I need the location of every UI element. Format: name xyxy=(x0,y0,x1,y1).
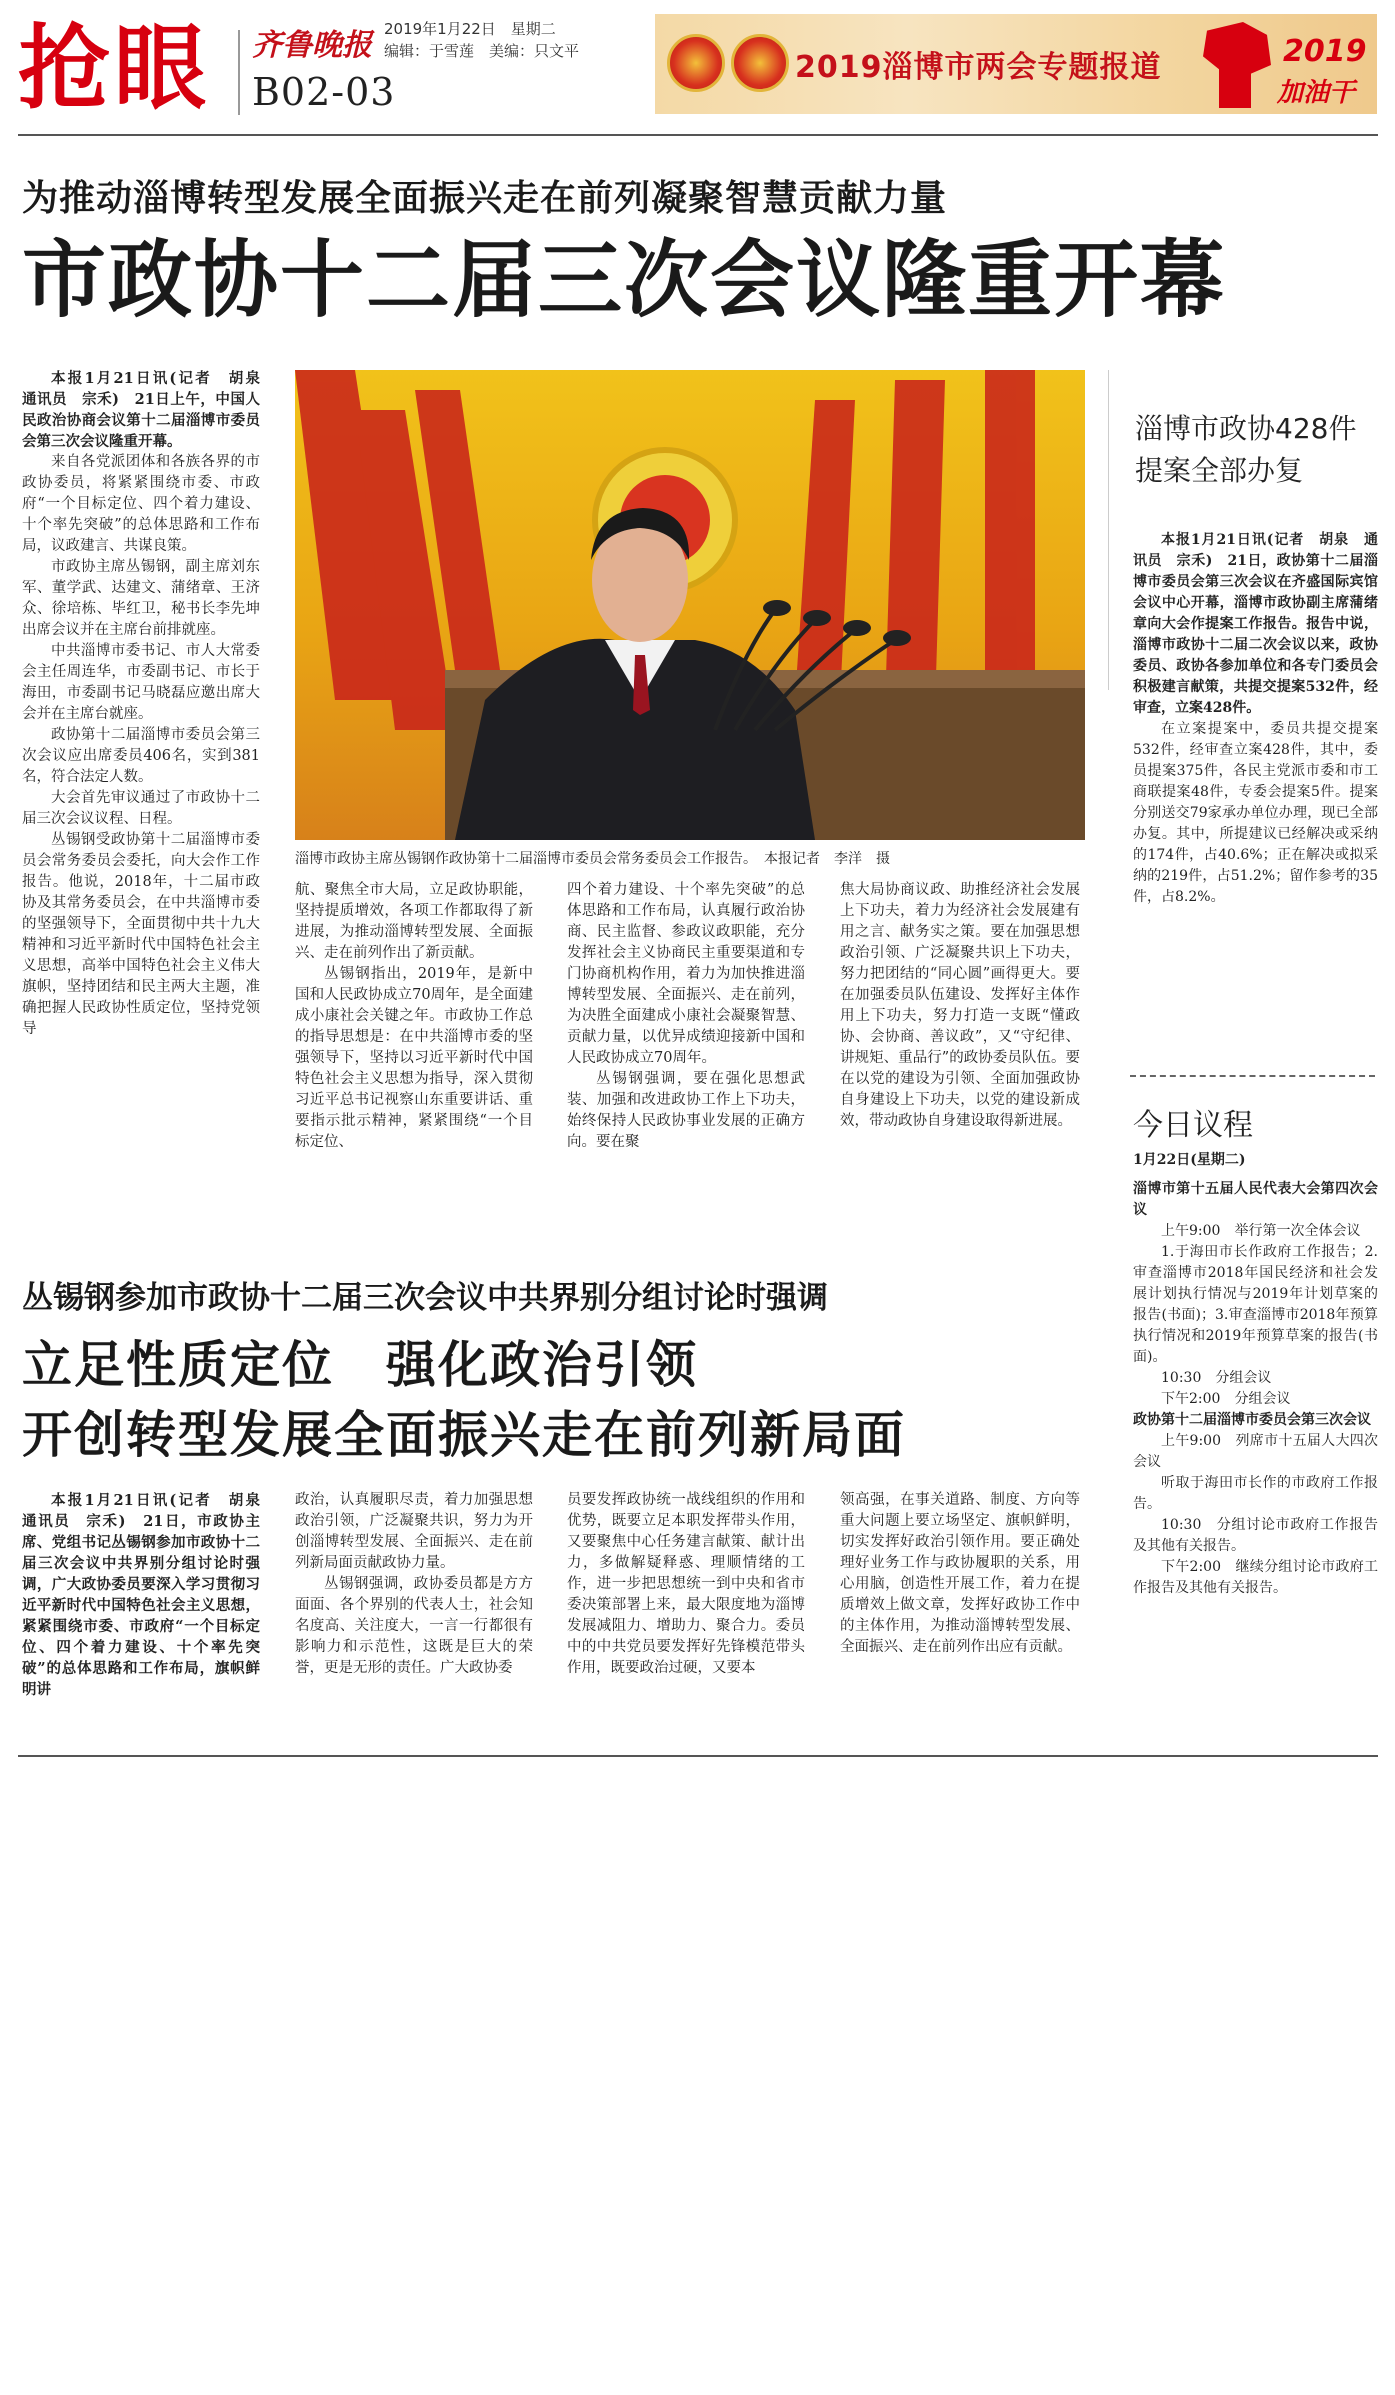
sidebar-paragraph: 在立案提案中，委员共提交提案532件，经审查立案428件，其中，委员提案375件，各民主党派市委和市工商联提案48件，专委会提案5件。提案分别送交79家承办单位办理，现已全部办复。其中，所提建议已经解决或采纳的174件，占40.6%；正在解决或拟采纳的219件，占51.2%；留作参考的35件，占8.2%。 xyxy=(1133,721,1378,905)
banner-title: 2019淄博市两会专题报道 xyxy=(795,50,1162,85)
lead-paragraph: 四个着力建设、十个率先突破”的总体思路和工作布局，认真履行政治协商、民主监督、参政议政职能，充分发挥社会主义协商民主重要渠道和专门协商机构作用，着力为加快推进淄博转型发展、全面振兴、走在前列，为决胜全面建成小康社会凝聚智慧、贡献力量，以优异成绩迎接新中国和人民政协成立70周年。 xyxy=(567,882,805,1066)
national-emblem-icon xyxy=(667,34,725,92)
raised-fist-icon xyxy=(1195,22,1275,108)
banner-slogan: 加油干 xyxy=(1277,78,1356,108)
cppcc-emblem-icon xyxy=(731,34,789,92)
page-code: B02-03 xyxy=(252,70,396,114)
footer-rule xyxy=(18,1755,1378,1757)
agenda-item: 上午9:00 举行第一次全体会议 xyxy=(1161,1223,1361,1239)
agenda-heading: 淄博市第十五届人民代表大会第四次会议 xyxy=(1133,1181,1378,1218)
sidebar-title-line: 淄博市政协428件 xyxy=(1135,412,1357,445)
agenda-item: 下午2:00 继续分组讨论市政府工作报告及其他有关报告。 xyxy=(1133,1559,1378,1596)
header-meta xyxy=(384,18,579,62)
lead-headline: 市政协十二届三次会议隆重开幕 xyxy=(22,231,1227,329)
lead-paragraph: 丛锡钢强调，要在强化思想武装、加强和改进政协工作上下功夫，始终保持人民政协事业发展的正确方向。要在聚 xyxy=(567,1071,805,1150)
second-headline-line: 立足性质定位 强化政治引领 xyxy=(22,1336,698,1394)
header-rule xyxy=(18,134,1378,136)
lead-paragraph: 焦大局协商议政、助推经济社会发展上下功夫，着力为经济社会发展建有用之言、献务实之策。要在加强思想政治引领、广泛凝聚共识上下功夫，努力把团结的“同心圆”画得更大。要在加强委员队伍建设、发挥好主体作用上下功夫，努力打造一支既“懂政协、会协商、善议政”，又“守纪律、讲规矩、重品行”的政协委员队伍。要在以党的建设为引领、全面加强政协自身建设上下功夫，以党的建设新成效，带动政协自身建设取得新进展。 xyxy=(840,882,1080,1129)
lead-column-2 xyxy=(295,880,533,1153)
agenda-item: 下午2:00 分组会议 xyxy=(1161,1391,1291,1407)
lead-column-4 xyxy=(840,880,1080,1132)
lead-paragraph: 航、聚焦全市大局，立足政协职能，坚持提质增效，各项工作都取得了新进展，为推动淄博转型发展、全面振兴、走在前列作出了新贡献。 xyxy=(295,882,533,961)
sidebar-divider xyxy=(1108,370,1109,690)
lead-paragraph: 市政协主席丛锡钢，副主席刘东军、董学武、达建文、蒲绪章、王济众、徐培栋、毕红卫，秘书长李先坤出席会议并在主席台前排就座。 xyxy=(22,559,260,638)
second-paragraph: 丛锡钢强调，政协委员都是方方面面、各个界别的代表人士，社会知名度高、关注度大，一言一行都很有影响力和示范性，这既是巨大的荣誉，更是无形的责任。广大政协委 xyxy=(295,1576,533,1676)
second-kicker: 丛锡钢参加市政协十二届三次会议中共界别分组讨论时强调 xyxy=(22,1280,828,1316)
agenda-item: 1.于海田市长作政府工作报告；2.审查淄博市2018年国民经济和社会发展计划执行情况与2019年计划草案的报告(书面)；3.审查淄博市2018年预算执行情况和2019年预算草案的报告(书面)。 xyxy=(1133,1244,1378,1365)
sidebar-title xyxy=(1135,408,1356,492)
second-paragraph: 员要发挥政协统一战线组织的作用和优势，既要立足本职发挥带头作用，又要聚焦中心任务建言献策、献计出力，多做解疑释惑、理顺情绪的工作，进一步把思想统一到中央和省市委决策部署上来，最大限度地为淄博发展减阻力、增助力、聚合力。委员中的中共党员要发挥好先锋模范带头作用，既要政治过硬，又要本 xyxy=(567,1492,805,1676)
second-column-3 xyxy=(567,1490,805,1679)
sidebar-dashed-rule xyxy=(1130,1075,1375,1077)
date-line: 2019年1月22日 星期二 xyxy=(384,20,556,38)
lead-paragraph: 政协第十二届淄博市委员会第三次会议应出席委员406名，实到381名，符合法定人数。 xyxy=(22,727,260,785)
second-column-1 xyxy=(22,1490,275,1700)
photo-caption: 淄博市政协主席丛锡钢作政协第十二届淄博市委员会常务委员会工作报告。 本报记者 李洋 摄 xyxy=(295,851,890,867)
second-paragraph: 领高强，在事关道路、制度、方向等重大问题上要立场坚定、旗帜鲜明，切实发挥好政治引领作用。要正确处理好业务工作与政协履职的关系，用心用脑，创造性开展工作，着力在提质增效上做文章，发挥好政协工作中的主体作用，为推动淄博转型发展、全面振兴、走在前列作出应有贡献。 xyxy=(840,1492,1080,1655)
sidebar-story xyxy=(1133,530,1378,908)
banner-year: 2019 xyxy=(1283,34,1367,69)
agenda-date: 1月22日(星期二) xyxy=(1133,1152,1246,1168)
second-paragraph: 本报1月21日讯(记者 胡泉 通讯员 宗禾) 21日，市政协主席、党组书记丛锡钢参加市政协十二届三次会议中共界别分组讨论时强调，广大政协委员要深入学习贯彻习近平新时代中国特色社会主义思想，紧紧围绕市委、市政府“一个目标定位、四个着力建设、十个率先突破”的总体思路和工作布局，旗帜鲜明讲 xyxy=(22,1492,275,1698)
newspaper-name: 齐鲁晚报 xyxy=(252,28,372,63)
lead-paragraph: 丛锡钢指出，2019年，是新中国和人民政协成立70周年，是全面建成小康社会关键之年。市政协工作总的指导思想是：在中共淄博市委的坚强领导下，坚持以习近平新时代中国特色社会主义思想为指导，深入贯彻习近平总书记视察山东重要讲话、重要指示批示精神，紧紧围绕“一个目标定位、 xyxy=(295,966,533,1150)
speaker-photo-illustration xyxy=(295,370,1085,840)
editors-line: 编辑：于雪莲 美编：只文平 xyxy=(384,42,580,60)
agenda-item: 听取于海田市长作的市政府工作报告。 xyxy=(1133,1475,1378,1512)
agenda-heading: 政协第十二届淄博市委员会第三次会议 xyxy=(1133,1412,1371,1428)
speaker-photo xyxy=(295,370,1085,840)
second-headline xyxy=(22,1330,906,1470)
sidebar-paragraph: 本报1月21日讯(记者 胡泉 通讯员 宗禾) 21日，政协第十二届淄博市委员会第三次会议在齐盛国际宾馆会议中心开幕，淄博市政协副主席蒲绪章向大会作提案工作报告。报告中说，淄博市政协十二届二次会议以来，政协委员、政协各参加单位和各专门委员会积极建言献策，共提交提案532件，经审查，立案428件。 xyxy=(1133,532,1378,716)
lead-kicker: 为推动淄博转型发展全面振兴走在前列凝聚智慧贡献力量 xyxy=(22,178,948,219)
second-paragraph: 政治，认真履职尽责，着力加强思想政治引领，广泛凝聚共识，努力为开创淄博转型发展、全面振兴、走在前列新局面贡献政协力量。 xyxy=(295,1492,533,1571)
second-column-2 xyxy=(295,1490,533,1679)
second-column-4 xyxy=(840,1490,1080,1658)
lead-column-3 xyxy=(567,880,805,1153)
agenda-title: 今日议程 xyxy=(1133,1108,1253,1143)
agenda-item: 上午9:00 列席市十五届人大四次会议 xyxy=(1133,1433,1378,1470)
section-title: 抢眼 xyxy=(18,15,211,122)
lead-paragraph: 本报1月21日讯(记者 胡泉 通讯员 宗禾) 21日上午，中国人民政治协商会议第十二届淄博市委员会第三次会议隆重开幕。 xyxy=(22,370,275,450)
special-report-banner xyxy=(655,14,1377,114)
agenda-item: 10:30 分组会议 xyxy=(1161,1370,1272,1386)
agenda-item: 10:30 分组讨论市政府工作报告及其他有关报告。 xyxy=(1133,1517,1378,1554)
sidebar-title-line: 提案全部办复 xyxy=(1135,454,1304,487)
lead-column-1 xyxy=(22,368,275,1040)
lead-paragraph: 丛锡钢受政协第十二届淄博市委员会常务委员会委托，向大会作工作报告。他说，2018年，十二届市政协及其常务委员会，在中共淄博市委的坚强领导下，全面贯彻中共十九大精神和习近平新时代中国特色社会主义思想，高举中国特色社会主义伟大旗帜，坚持团结和民主两大主题，准确把握人民政协性质定位，坚持党领导 xyxy=(22,832,260,1037)
masthead-divider xyxy=(238,30,240,115)
lead-paragraph: 中共淄博市委书记、市人大常委会主任周连华，市委副书记、市长于海田，市委副书记马晓磊应邀出席大会并在主席台就座。 xyxy=(22,643,260,722)
agenda-list xyxy=(1133,1150,1378,1599)
lead-paragraph: 大会首先审议通过了市政协十二届三次会议议程、日程。 xyxy=(22,790,260,827)
second-headline-line: 开创转型发展全面振兴走在前列新局面 xyxy=(22,1406,906,1464)
lead-paragraph: 来自各党派团体和各族各界的市政协委员，将紧紧围绕市委、市政府“一个目标定位、四个着力建设、十个率先突破”的总体思路和工作布局，议政建言、共谋良策。 xyxy=(22,454,260,554)
